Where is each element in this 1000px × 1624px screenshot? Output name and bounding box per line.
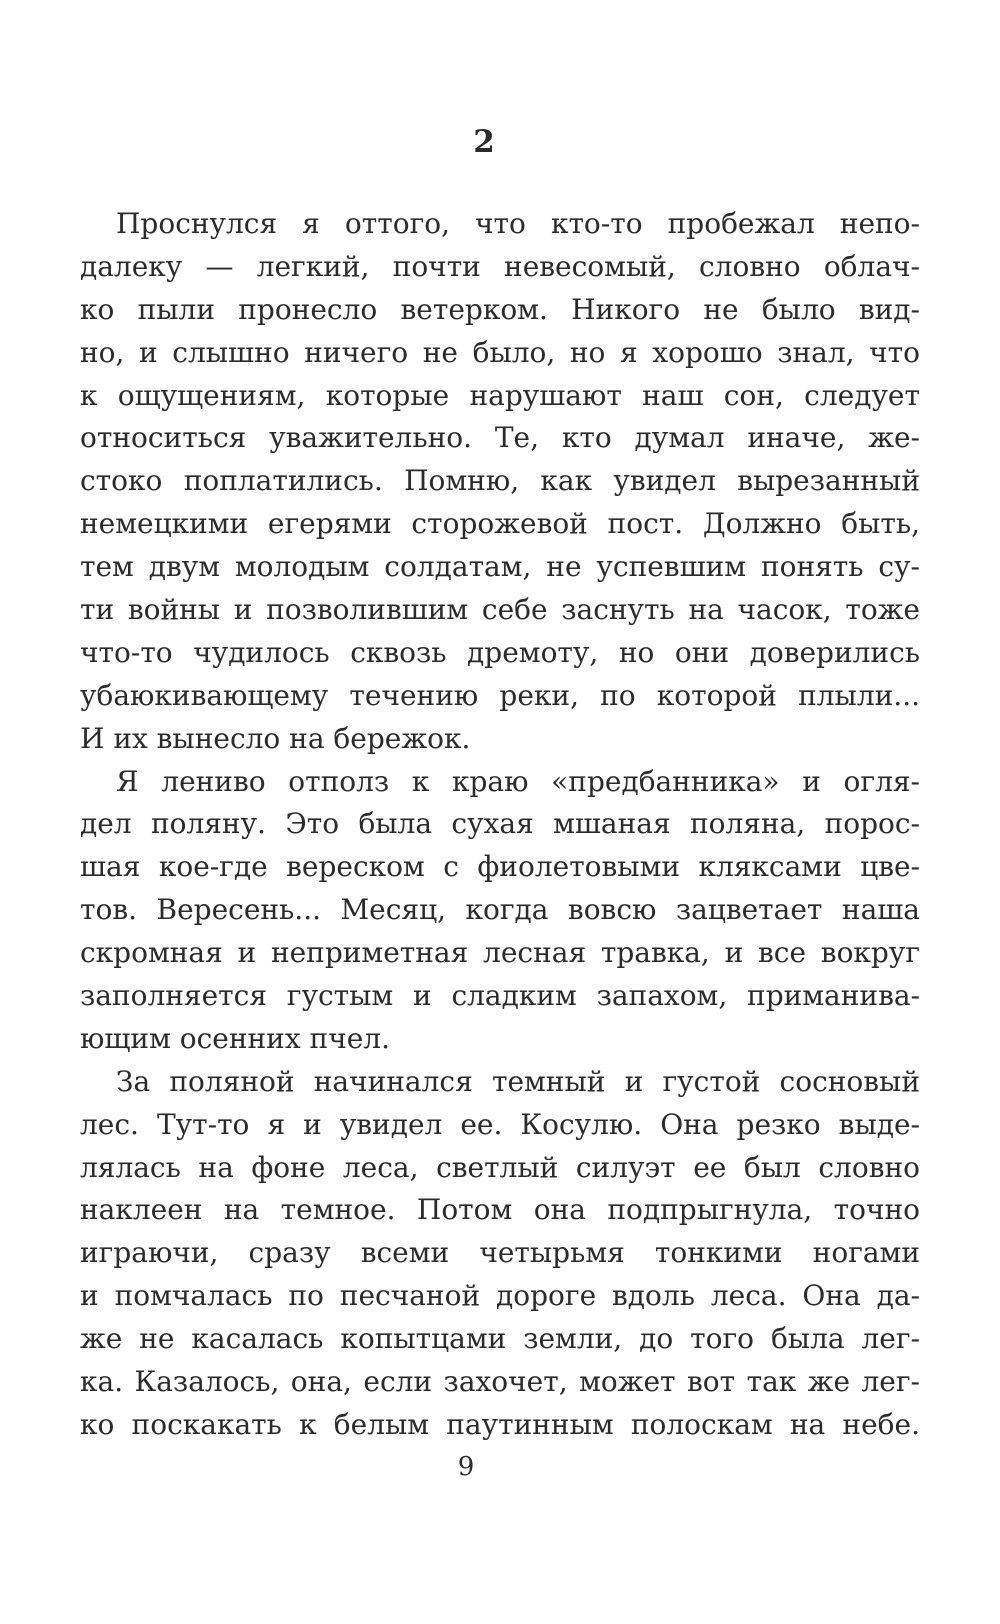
text-line: И их вынесло на бережок.: [80, 721, 471, 755]
text-line: За поляной начинался темный и густой сосновый: [116, 1064, 920, 1098]
text-line: лялась на фоне леса, светлый силуэт ее был словно: [80, 1150, 920, 1184]
text-line: тов. Вересень... Месяц, когда вовсю зацветает наша: [80, 893, 920, 927]
text-line: заполняется густым и сладким запахом, приманива-: [80, 979, 920, 1013]
text-line: ко поскакать к белым паутинным полоскам на небе.: [80, 1407, 920, 1441]
text-line: Я лениво отполз к краю «предбанника» и огля-: [116, 764, 920, 798]
text-line: далеку — легкий, почти невесомый, словно облач-: [80, 249, 920, 283]
text-line: ти войны и позволившим себе заснуть на часок, тоже: [80, 593, 920, 627]
body-text: [80, 203, 920, 1447]
text-line: и помчалась по песчаной дороге вдоль леса. Она да-: [80, 1279, 920, 1313]
text-line: ка. Казалось, она, если захочет, может вот так же лег-: [80, 1365, 920, 1399]
text-line: тем двум молодым солдатам, не успевшим понять су-: [80, 550, 920, 584]
text-line: стоко поплатились. Помню, как увидел вырезанный: [80, 464, 920, 498]
text-line: ющим осенних пчел.: [80, 1021, 390, 1055]
text-line: что-то чудилось сквозь дремоту, но они доверились: [80, 635, 920, 669]
page-number: 9: [457, 1452, 475, 1482]
text-line: ко пыли пронесло ветерком. Никого не было вид-: [80, 292, 920, 326]
text-line: скромная и неприметная лесная травка, и все вокруг: [80, 936, 920, 970]
text-line: убаюкивающему течению реки, по которой плыли...: [80, 678, 920, 712]
text-line: Проснулся я оттого, что кто-то пробежал непо-: [116, 207, 920, 240]
text-line: наклеен на темное. Потом она подпрыгнула, точно: [80, 1193, 920, 1227]
chapter-number: 2: [473, 124, 495, 160]
text-line: играючи, сразу всеми четырьмя тонкими ногами: [80, 1236, 920, 1270]
text-line: немецкими егерями сторожевой пост. Должно быть,: [80, 507, 920, 541]
text-line: к ощущениям, которые нарушают наш сон, следует: [80, 378, 920, 412]
text-line: относиться уважительно. Те, кто думал иначе, же-: [80, 421, 920, 455]
text-line: но, и слышно ничего не было, но я хорошо знал, что: [80, 335, 920, 369]
text-line: лес. Тут-то я и увидел ее. Косулю. Она резко выде-: [80, 1107, 920, 1141]
text-line: шая кое-где вереском с фиолетовыми кляксами цве-: [80, 850, 920, 884]
text-line: дел поляну. Это была сухая мшаная поляна, порос-: [80, 807, 920, 841]
text-line: же не касалась копытцами земли, до того была лег-: [80, 1322, 920, 1356]
